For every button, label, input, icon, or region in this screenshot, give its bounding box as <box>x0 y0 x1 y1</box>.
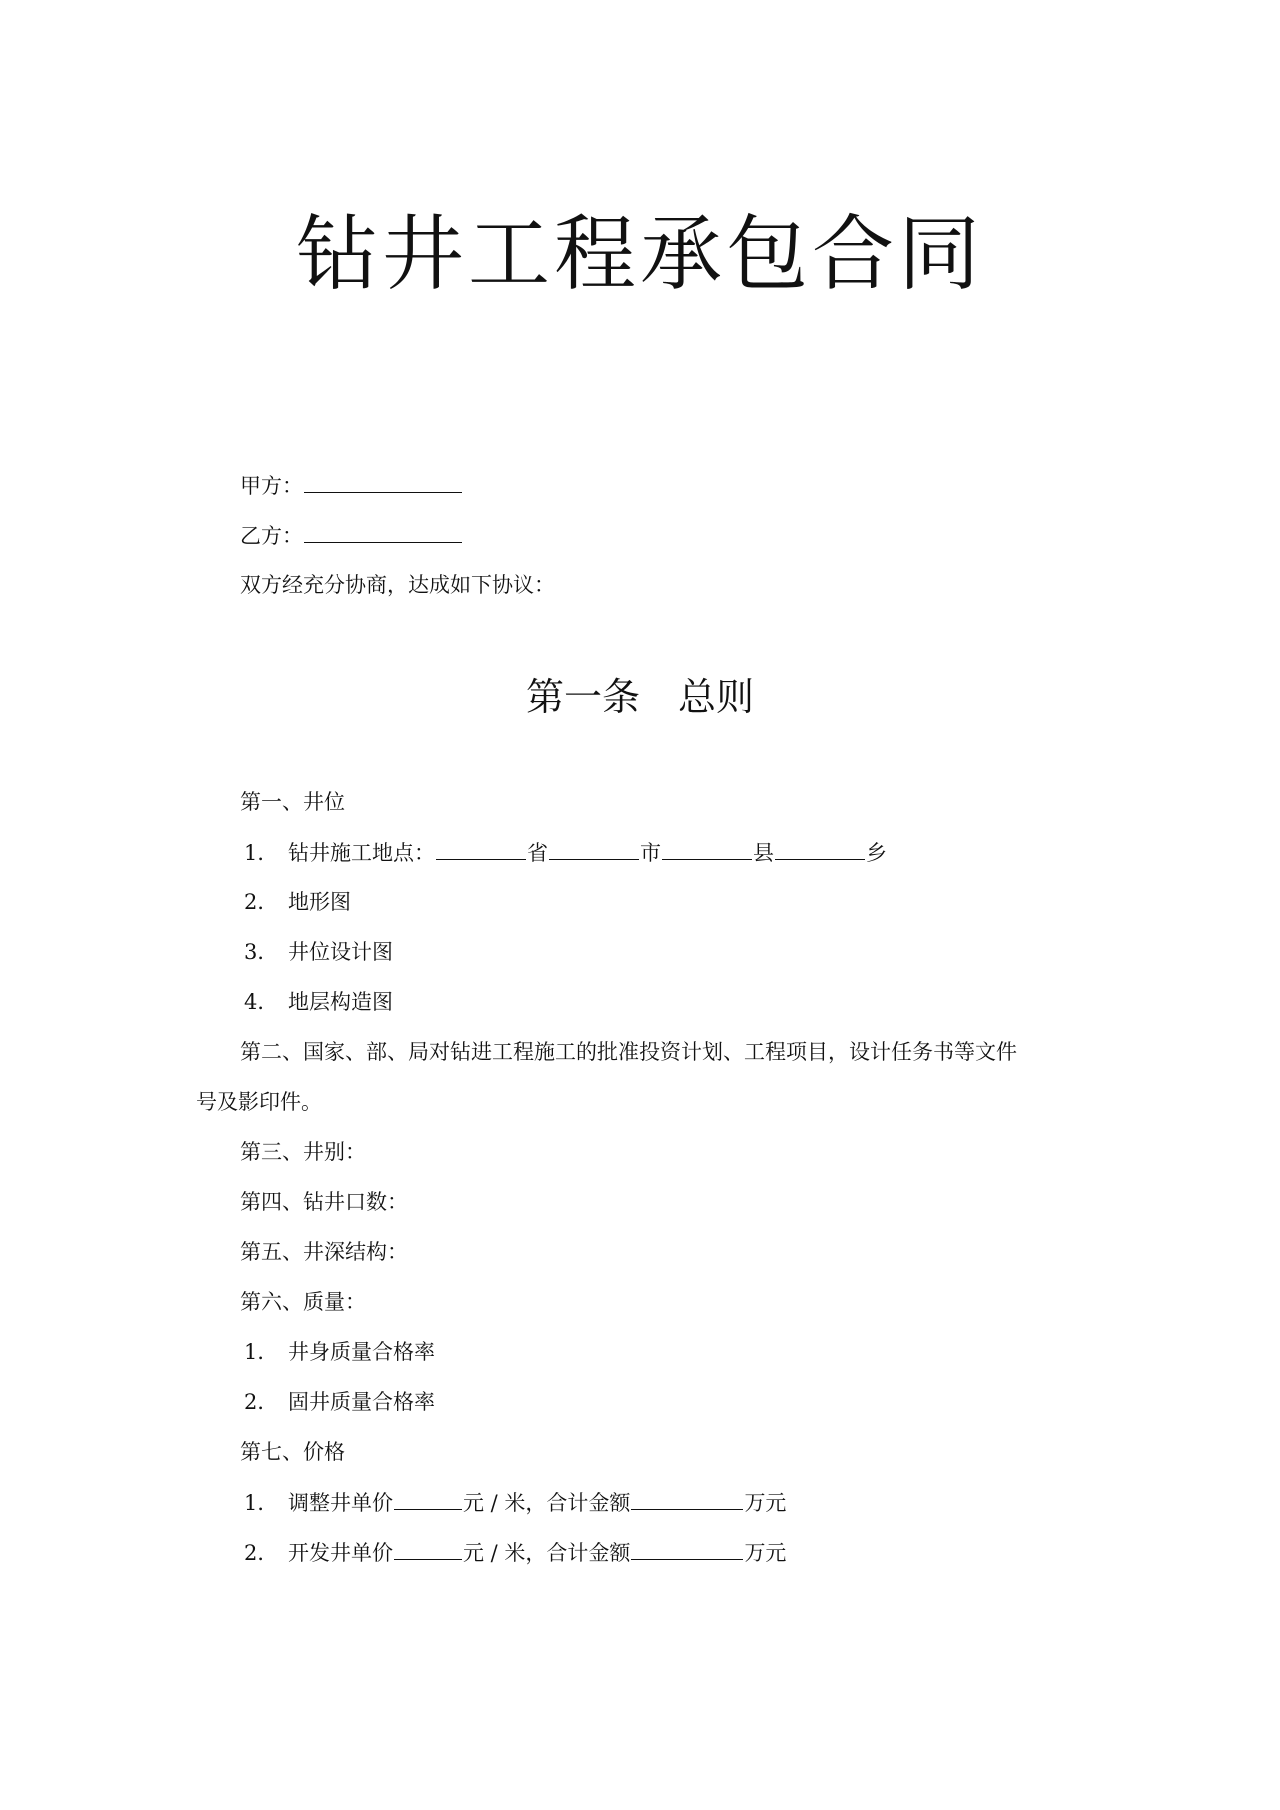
city-label: 市 <box>640 841 661 865</box>
site-line <box>244 837 887 868</box>
city-blank <box>549 837 639 860</box>
quality-1-label: 井身质量合格率 <box>288 1340 435 1364</box>
unit-wan-label: 万元 <box>744 1541 787 1565</box>
quality-2-label: 固井质量合格率 <box>288 1390 435 1414</box>
quality-item-2 <box>244 1387 435 1417</box>
item-number: 1． <box>244 1491 279 1515</box>
fifth-clause: 第五、井深结构： <box>240 1240 408 1264</box>
township-label: 乡 <box>866 841 887 865</box>
item-number: 4． <box>244 990 279 1014</box>
price-1-label: 调整井单价 <box>288 1491 393 1515</box>
party-b-label: 乙方： <box>240 524 303 548</box>
unit-per-meter-label: 元 / 米，合计金额 <box>463 1541 631 1565</box>
site-label: 钻井施工地点： <box>288 841 435 865</box>
item-number: 3． <box>244 940 279 964</box>
province-blank <box>436 837 526 860</box>
section-heading: 第一条 总则 <box>525 675 754 719</box>
fourth-clause: 第四、钻井口数： <box>240 1190 408 1214</box>
party-a-line <box>240 470 463 501</box>
item-number: 1． <box>244 841 279 865</box>
county-blank <box>662 837 752 860</box>
price-item-1 <box>244 1487 786 1518</box>
item-number: 1． <box>244 1340 279 1364</box>
strata-map-label: 地层构造图 <box>288 990 393 1014</box>
seventh-clause: 第七、价格 <box>240 1440 345 1464</box>
unit-per-meter-label: 元 / 米，合计金额 <box>463 1491 631 1515</box>
province-label: 省 <box>527 841 548 865</box>
party-a-blank <box>304 470 462 493</box>
document-title: 钻井工程承包合同 <box>295 207 984 302</box>
price-item-2 <box>244 1537 786 1568</box>
second-clause-line1: 第二、国家、部、局对钻进工程施工的批准投资计划、工程项目，设计任务书等文件 <box>240 1040 1017 1064</box>
second-clause-line2: 号及影印件。 <box>196 1090 322 1114</box>
item-number: 2． <box>244 1541 279 1565</box>
unit-price-blank <box>394 1537 462 1560</box>
intro-line: 双方经充分协商，达成如下协议： <box>240 573 555 597</box>
well-design-map-label: 井位设计图 <box>288 940 393 964</box>
third-clause: 第三、井别： <box>240 1140 366 1164</box>
total-amount-blank <box>631 1487 743 1510</box>
unit-wan-label: 万元 <box>744 1491 787 1515</box>
party-a-label: 甲方： <box>240 474 303 498</box>
party-b-line <box>240 520 463 551</box>
county-label: 县 <box>753 841 774 865</box>
well-position-heading: 第一、井位 <box>240 790 345 814</box>
terrain-map-label: 地形图 <box>288 890 351 914</box>
unit-price-blank <box>394 1487 462 1510</box>
sixth-clause: 第六、质量： <box>240 1290 366 1314</box>
party-b-blank <box>304 520 462 543</box>
quality-item-1 <box>244 1337 435 1367</box>
item-number: 2． <box>244 890 279 914</box>
terrain-line <box>244 887 351 917</box>
price-2-label: 开发井单价 <box>288 1541 393 1565</box>
township-blank <box>775 837 865 860</box>
total-amount-blank <box>631 1537 743 1560</box>
item-number: 2． <box>244 1390 279 1414</box>
well-design-line <box>244 937 393 967</box>
strata-line <box>244 987 393 1017</box>
